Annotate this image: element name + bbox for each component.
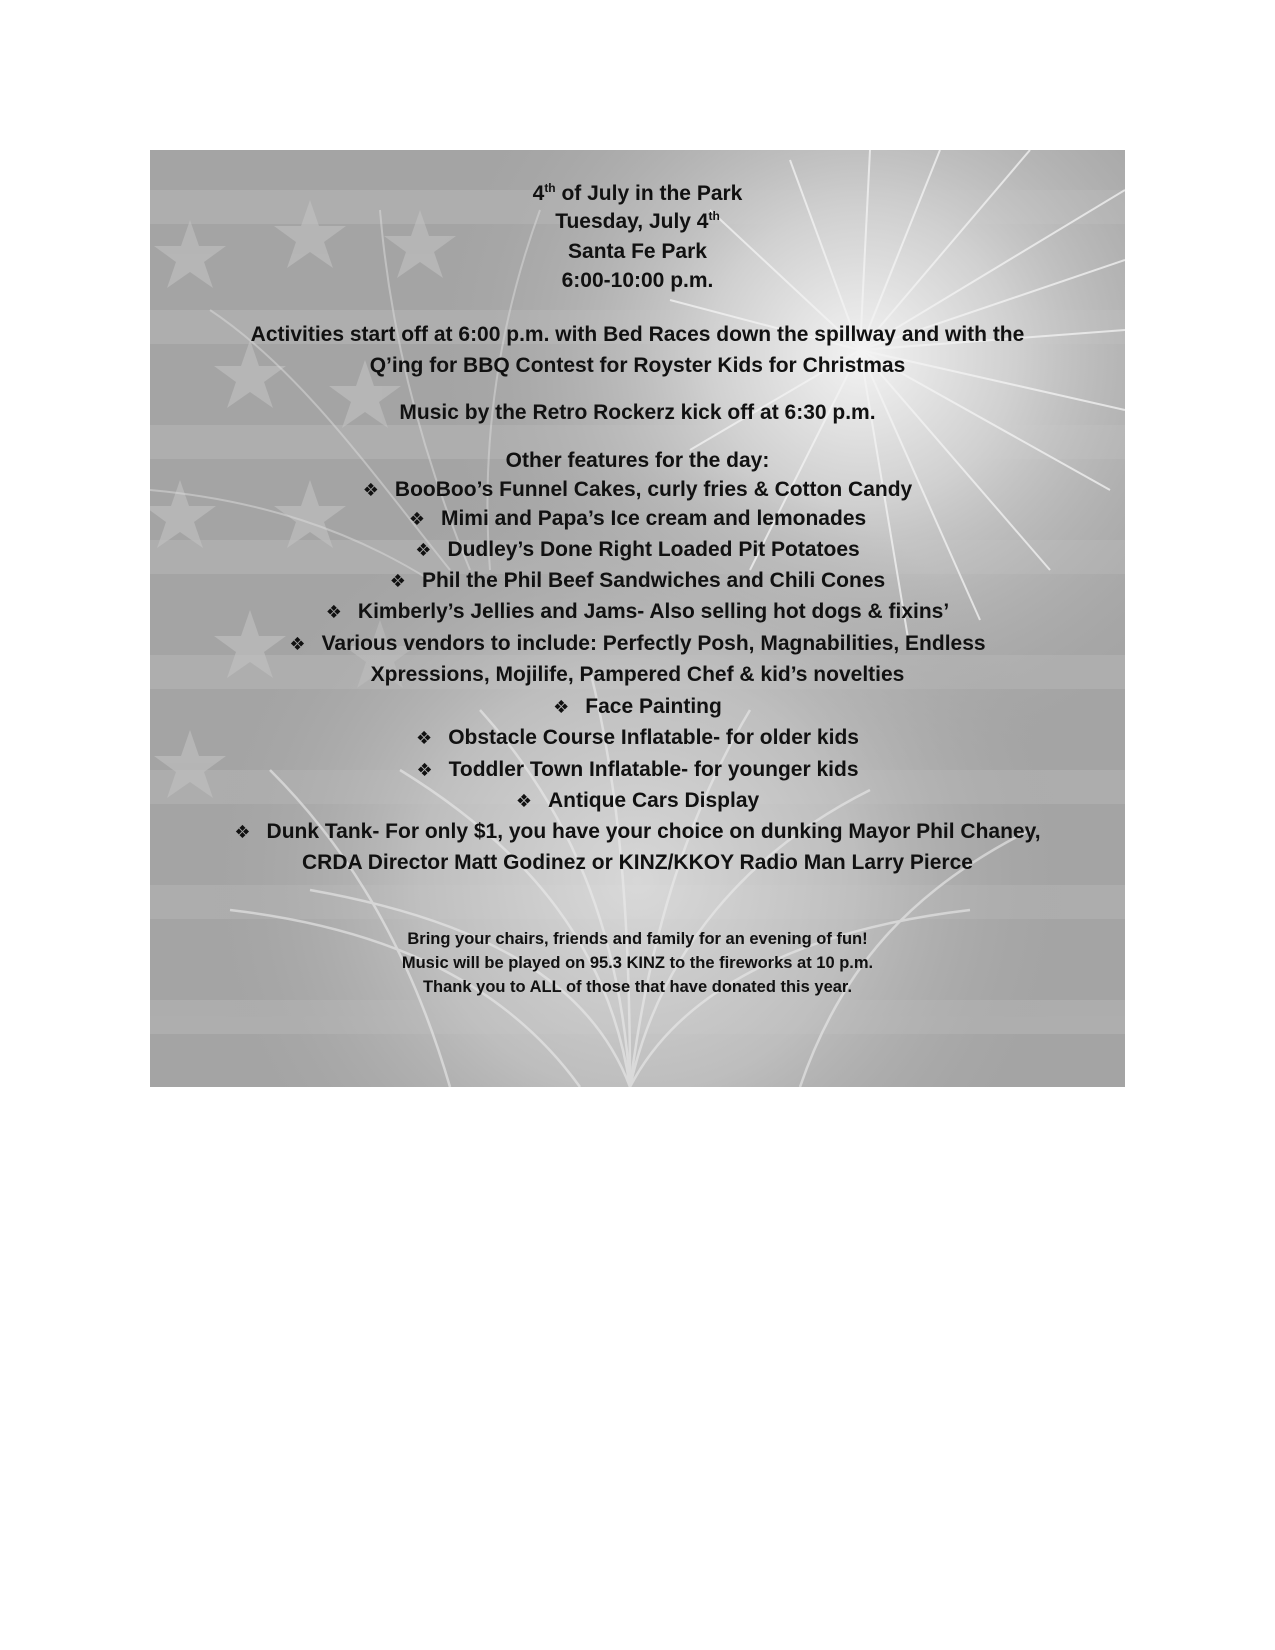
diamond-bullet-icon: ❖ [408,509,425,529]
diamond-bullet-icon: ❖ [415,540,432,560]
event-title: 4th of July in the Park [532,181,743,205]
diamond-bullet-icon: ❖ [515,791,532,811]
event-location: Santa Fe Park [568,240,707,263]
flyer-text [150,150,1125,1087]
list-item: ❖ Obstacle Course Inflatable- for older kids [150,724,1125,752]
list-item: ❖ Antique Cars Display [150,787,1125,815]
list-item: ❖ Phil the Phil Beef Sandwiches and Chili Cones [150,567,1125,595]
diamond-bullet-icon: ❖ [553,697,570,717]
footer-line-3: Thank you to ALL of those that have donated this year. [422,978,853,996]
diamond-bullet-icon: ❖ [362,480,379,500]
event-date: Tuesday, July 4th [555,209,720,233]
footer-line-2: Music will be played on 95.3 KINZ to the fireworks at 10 p.m. [401,954,874,972]
list-item: ❖ Face Painting [150,693,1125,721]
diamond-bullet-icon: ❖ [325,602,342,622]
list-item: ❖ Kimberly’s Jellies and Jams- Also selling hot dogs & fixins’ [150,598,1125,626]
diamond-bullet-icon: ❖ [416,728,433,748]
event-time: 6:00-10:00 p.m. [561,269,714,292]
list-item: ❖ Dudley’s Done Right Loaded Pit Potatoes [150,536,1125,564]
features-heading: Other features for the day: [505,449,770,472]
intro-line-1: Activities start off at 6:00 p.m. with Bed Races down the spillway and with the [250,323,1025,346]
diamond-bullet-icon: ❖ [289,634,306,654]
list-item: ❖ BooBoo’s Funnel Cakes, curly fries & Cotton Candy [150,476,1125,504]
list-item: ❖ Toddler Town Inflatable- for younger kids [150,756,1125,784]
list-item: ❖ Dunk Tank- For only $1, you have your choice on dunking Mayor Phil Chaney, [150,818,1125,846]
diamond-bullet-icon: ❖ [389,571,406,591]
music-line: Music by the Retro Rockerz kick off at 6:30 p.m. [399,401,876,424]
list-item: ❖ Mimi and Papa’s Ice cream and lemonades [150,505,1125,533]
footer-line-1: Bring your chairs, friends and family for an evening of fun! [407,930,868,948]
flyer [150,150,1125,1087]
list-item-continued: CRDA Director Matt Godinez or KINZ/KKOY Radio Man Larry Pierce [302,851,973,874]
intro-line-2: Q’ing for BBQ Contest for Royster Kids for Christmas [369,354,906,377]
diamond-bullet-icon: ❖ [234,822,251,842]
diamond-bullet-icon: ❖ [416,760,433,780]
list-item: ❖ Various vendors to include: Perfectly Posh, Magnabilities, Endless [150,630,1125,658]
list-item-continued: Xpressions, Mojilife, Pampered Chef & kid’s novelties [370,663,905,686]
